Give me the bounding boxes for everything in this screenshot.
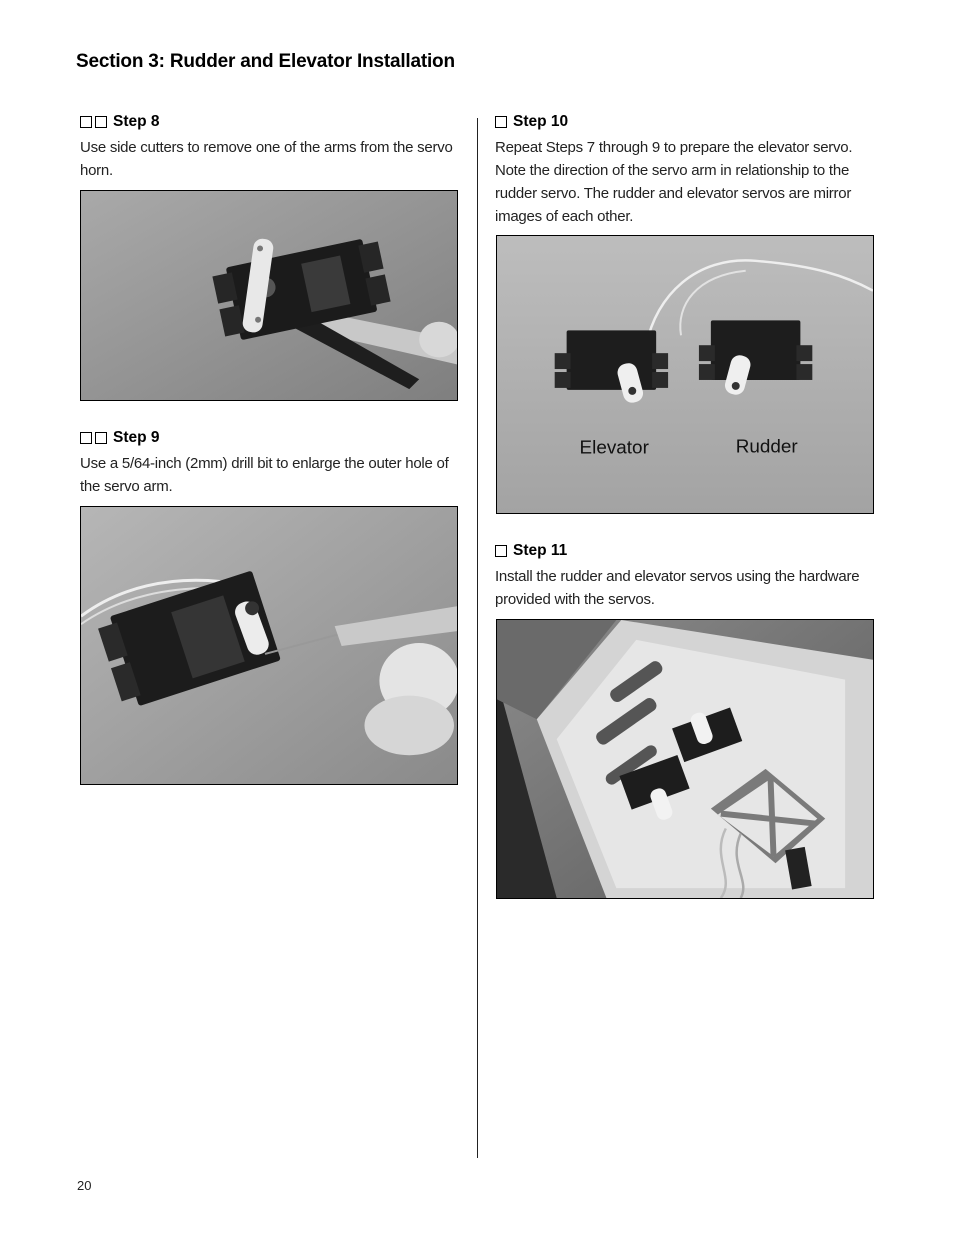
step-8-checkboxes [80,116,107,128]
checkbox[interactable] [80,116,92,128]
step-8 [80,112,458,182]
step-10 [495,112,873,228]
step-9-checkboxes [80,432,107,444]
step-9-text: Use a 5/64-inch (2mm) drill bit to enlarge the outer hole of the servo arm. [80,455,449,495]
step-9-photo [80,506,458,785]
rudder-label: Rudder [735,436,798,458]
step-8-heading [80,112,458,132]
step-9-title: Step 9 [113,429,160,446]
step-9 [80,428,458,498]
step-11-photo [496,619,874,899]
step-11-text: Install the rudder and elevator servos using the hardware provided with the servos. [495,568,860,608]
step-10-checkboxes [495,116,507,128]
column-divider [477,118,478,1158]
step-11-heading [495,541,873,561]
checkbox[interactable] [95,432,107,444]
elevator-label: Elevator [579,437,649,459]
checkbox[interactable] [495,116,507,128]
step-10-text: Repeat Steps 7 through 9 to prepare the elevator servo. Note the direction of the servo arm in relationship to the rudder servo. The rudder and elevator servos are mirror images of each other. [495,139,853,225]
section-title: Section 3: Rudder and Elevator Installation [76,51,455,72]
step-10-title: Step 10 [513,113,569,130]
step-9-heading [80,428,458,448]
step-8-text: Use side cutters to remove one of the arms from the servo horn. [80,139,453,179]
step-11-title: Step 11 [513,542,568,559]
checkbox[interactable] [495,545,507,557]
checkbox[interactable] [95,116,107,128]
checkbox[interactable] [80,432,92,444]
step-8-photo [80,190,458,401]
step-10-heading [495,112,873,132]
step-8-title: Step 8 [113,113,160,130]
page-number: 20 [77,1178,92,1193]
step-11-checkboxes [495,545,507,557]
step-11 [495,541,873,611]
step-10-photo [496,235,874,514]
